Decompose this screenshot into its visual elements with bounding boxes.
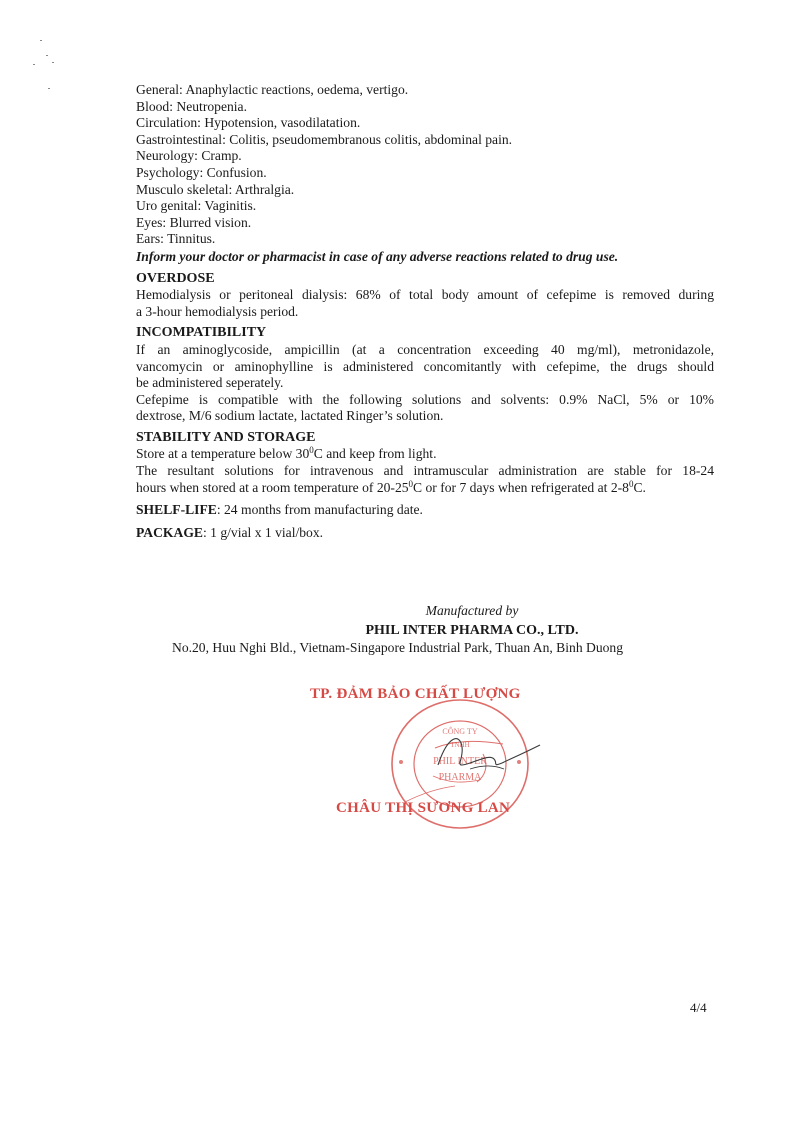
overdose-heading: OVERDOSE — [136, 270, 215, 286]
scan-speck — [33, 64, 35, 65]
adverse-reaction-item: Gastrointestinal: Colitis, pseudomembranous colitis, abdominal pain. — [136, 131, 513, 147]
shelf-life-label: SHELF-LIFE — [136, 502, 217, 518]
adverse-reaction-item: Psychology: Confusion. — [136, 164, 267, 180]
signer-name: CHÂU THỊ SƯƠNG LAN — [336, 800, 511, 816]
scan-speck — [46, 55, 48, 56]
signature-block — [300, 680, 560, 830]
shelf-life-value: : 24 months from manufacturing date. — [216, 502, 423, 518]
incompatibility-text: If an aminoglycoside, ampicillin (at a concentration exceeding 40 mg/ml), metronidazole, — [136, 341, 714, 357]
storage-text: hours when stored at a room temperature of $20-25^0C$ or for 7 days when refrigerated at $2-8^0C$. — [136, 478, 646, 495]
adverse-reaction-item: Uro genital: Vaginitis. — [136, 198, 257, 214]
manufacturer-address: No.20, Huu Nghi Bld., Vietnam-Singapore Industrial Park, Thuan An, Binh Duong — [172, 640, 624, 655]
storage-text: Store at a temperature below $30^0C$ and keep from light. — [136, 445, 437, 462]
signer-title: TP. ĐẢM BẢO CHẤT LƯỢNG — [310, 686, 521, 702]
package-value: : 1 g/vial x 1 vial/box. — [202, 524, 324, 540]
overdose-text: Hemodialysis or peritoneal dialysis: 68% of total body amount of cefepime is removed during — [136, 287, 714, 303]
incompatibility-text: vancomycin or aminophylline is administered concomitantly with cefepime, the drugs should — [136, 358, 714, 374]
adverse-reactions-list — [136, 82, 714, 248]
adverse-reaction-item: Ears: Tinnitus. — [136, 231, 216, 247]
adverse-reaction-item: Musculo skeletal: Arthralgia. — [136, 181, 295, 197]
compatibility-text: dextrose, M/6 sodium lactate, lactated Ringer’s solution. — [136, 408, 444, 424]
incompatibility-text: be administered seperately. — [136, 375, 284, 391]
adverse-reaction-item: Eyes: Blurred vision. — [136, 214, 252, 230]
overdose-text: a 3-hour hemodialysis period. — [136, 303, 299, 319]
manufactured-by-label: Manufactured by — [425, 603, 519, 618]
shelf-life — [136, 502, 714, 519]
manufacturer-name: PHIL INTER PHARMA CO., LTD. — [365, 623, 579, 638]
seal-text: PHARMA — [438, 772, 482, 783]
page-number: 4/4 — [690, 1000, 707, 1015]
incompatibility-heading: INCOMPATIBILITY — [136, 325, 267, 341]
package — [136, 525, 714, 542]
storage-text: The resultant solutions for intravenous and intramuscular administration are stable for 18-24 — [136, 463, 714, 479]
document-body — [136, 82, 714, 541]
scan-speck — [52, 62, 54, 63]
package-label: PACKAGE — [136, 524, 203, 540]
compatibility-text: Cefepime is compatible with the following solutions and solvents: 0.9% NaCl, 5% or 10% — [136, 391, 714, 407]
scan-speck — [48, 88, 50, 89]
scan-speck — [40, 40, 42, 41]
adverse-reaction-notice: Inform your doctor or pharmacist in case of any adverse reactions related to drug use. — [136, 248, 619, 264]
adverse-reaction-item: Neurology: Cramp. — [136, 148, 242, 164]
storage-heading: STABILITY AND STORAGE — [136, 429, 316, 445]
adverse-reaction-item: Blood: Neutropenia. — [136, 98, 247, 114]
seal-text: PHIL INTER — [433, 756, 487, 767]
adverse-reaction-item: General: Anaphylactic reactions, oedema, vertigo. — [136, 82, 409, 97]
seal-text: CÔNG TY — [442, 727, 478, 736]
signature-icon — [430, 725, 550, 785]
seal-text: TNHH — [450, 741, 470, 749]
adverse-reaction-item: Circulation: Hypotension, vasodilatation. — [136, 115, 361, 131]
